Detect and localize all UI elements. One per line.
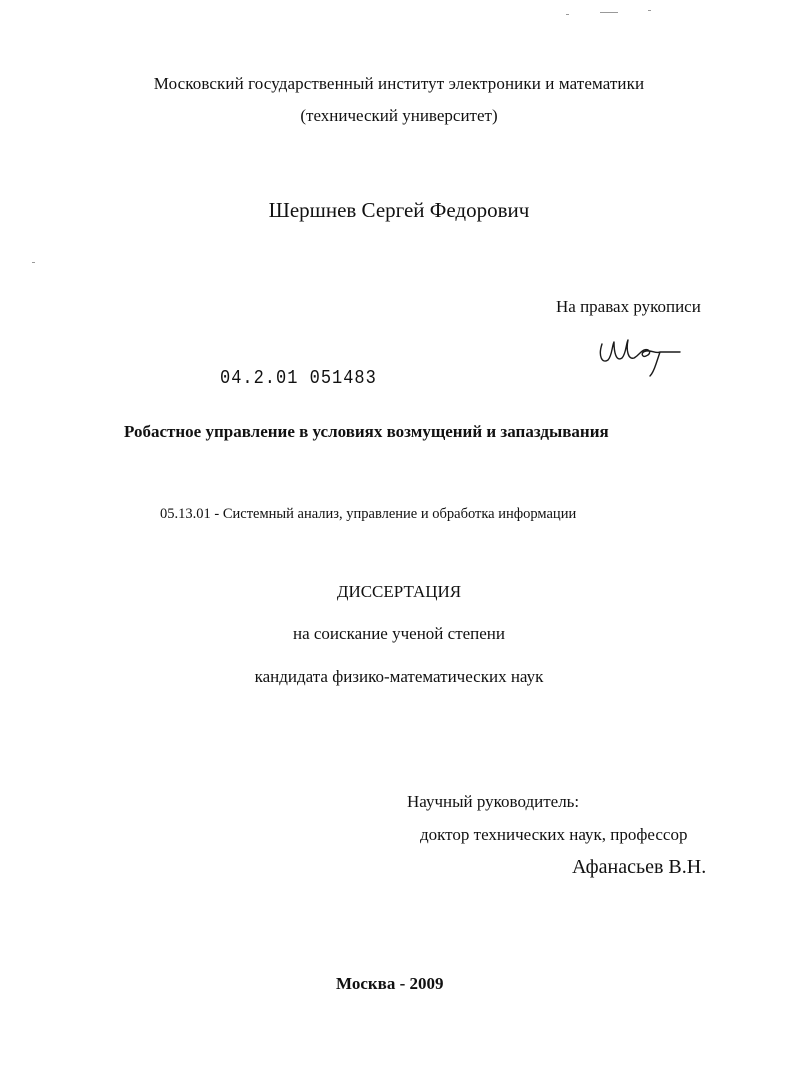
supervisor-name: Афанасьев В.Н. <box>572 856 707 878</box>
degree-line-1: на соискание ученой степени <box>292 624 506 643</box>
signature-icon <box>596 330 686 378</box>
scan-speck <box>648 10 651 11</box>
scan-speck <box>600 12 618 13</box>
scan-speck <box>32 262 35 263</box>
institute-subtitle: (технический университет) <box>300 106 498 125</box>
degree-line-2: кандидата физико-математических наук <box>254 667 544 686</box>
institute-name: Московский государственный институт электроники и математики <box>153 74 645 93</box>
manuscript-rights-label: На правах рукописи <box>556 297 701 316</box>
registration-number: 04.2.01 051483 <box>220 368 377 390</box>
city-year: Москва - 2009 <box>336 974 444 993</box>
specialty-code: 05.13.01 - Системный анализ, управление и обработка информации <box>160 506 577 522</box>
author-name: Шершнев Сергей Федорович <box>268 198 530 222</box>
supervisor-title: доктор технических наук, профессор <box>420 825 688 844</box>
document-type: ДИССЕРТАЦИЯ <box>336 582 462 601</box>
supervisor-label: Научный руководитель: <box>407 792 580 811</box>
dissertation-title: Робастное управление в условиях возмущений и запаздывания <box>124 422 609 441</box>
scan-speck <box>566 14 569 15</box>
